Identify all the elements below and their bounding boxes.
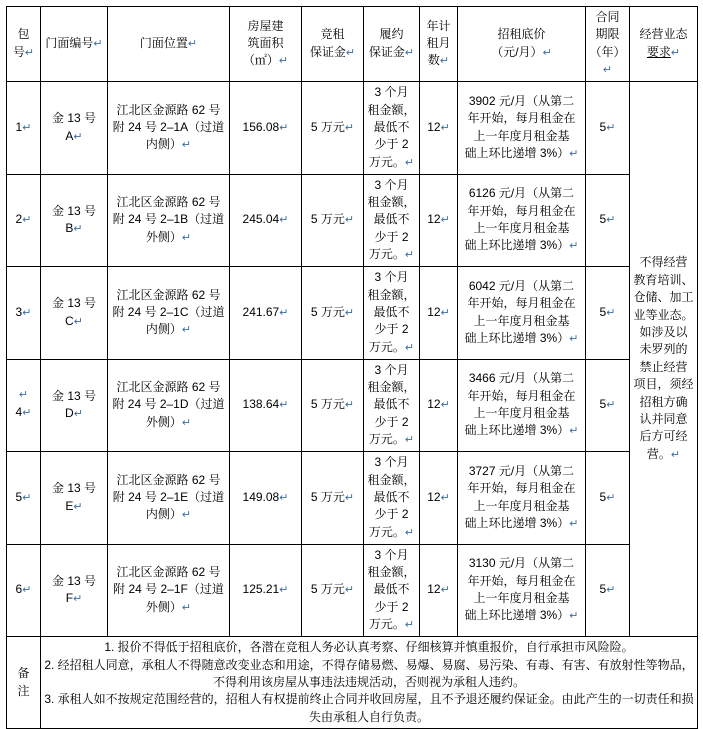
perf-deposit-line: 最低不 (373, 212, 410, 227)
cell-bid-deposit (302, 82, 364, 175)
paragraph-mark-icon: ↵ (404, 249, 415, 262)
price-line: 础上环比递增 3%） (464, 330, 570, 345)
header-line: 门面编号 (45, 36, 94, 51)
months-value: 12 (427, 489, 441, 504)
area-value: 138.64 (242, 397, 280, 412)
perf-deposit-line: 3 个月 (374, 270, 409, 285)
price-line: 年开始，每月租金在 (467, 481, 576, 496)
paragraph-mark-icon: ↵ (606, 306, 616, 319)
paragraph-mark-icon: ↵ (24, 46, 35, 59)
remark-label (7, 637, 41, 729)
paragraph-mark-icon: ↵ (439, 55, 450, 68)
perf-deposit-line: 万元。 (368, 432, 405, 447)
cell-perf-deposit (364, 544, 420, 637)
price-line: 年开始，每月租金在 (467, 388, 576, 403)
cell-menmian-bianhao (41, 267, 108, 360)
location-line: 附 24 号 2–1C（过道 (112, 304, 225, 319)
cell-menmian-bianhao (41, 82, 108, 175)
paragraph-mark-icon: ↵ (344, 584, 355, 597)
table-header (7, 7, 698, 82)
header-cell-bid-deposit (302, 7, 364, 82)
paragraph-mark-icon: ↵ (440, 399, 450, 412)
cell-perf-deposit (364, 82, 420, 175)
price-line: 6042 元/月（从第二 (468, 278, 575, 293)
perf-deposit-line: 最低不 (373, 119, 410, 134)
header-cell-menmian-weizhi (108, 7, 230, 82)
cell-bao-hao (7, 359, 41, 452)
paragraph-mark-icon: ↵ (542, 46, 552, 59)
paragraph-mark-icon: ↵ (181, 139, 192, 152)
paragraph-mark-icon: ↵ (602, 64, 613, 77)
paragraph-mark-icon: ↵ (404, 156, 415, 169)
term-value: 5 (599, 304, 607, 319)
header-line: 租月 (426, 36, 451, 51)
header-cell-bao-hao (7, 7, 41, 82)
paragraph-mark-icon: ↵ (569, 517, 579, 530)
perf-deposit-line: 租金额， (367, 287, 416, 302)
remark-content (41, 637, 698, 729)
business-line: 禁止经营 (639, 359, 688, 374)
row-number: 3 (15, 304, 23, 319)
perf-deposit-line: 万元。 (368, 339, 405, 354)
cell-price (458, 359, 586, 452)
unit-code: 金 13 号 C (51, 296, 97, 328)
cell-location (108, 359, 230, 452)
paragraph-mark-icon: ↵ (181, 416, 192, 429)
cell-location (108, 267, 230, 360)
cell-months (420, 452, 458, 545)
perf-deposit-line: 少于 2 (374, 414, 409, 429)
cell-location (108, 544, 230, 637)
header-cell-area (230, 7, 302, 82)
perf-deposit-line: 少于 2 (374, 507, 409, 522)
cell-area (230, 359, 302, 452)
header-line: 数 (427, 53, 440, 68)
remark-label-line: 注 (17, 683, 30, 698)
table-row (7, 452, 698, 545)
unit-code: 金 13 号 B (51, 203, 97, 236)
paragraph-mark-icon: ↵ (404, 434, 415, 447)
location-line: 江北区金源路 62 号 (116, 195, 221, 209)
row-number: 6 (15, 582, 23, 597)
paragraph-mark-icon: ↵ (670, 448, 681, 461)
cell-bid-deposit (302, 174, 364, 267)
cell-location (108, 82, 230, 175)
business-line: 仓储、加工 (633, 290, 694, 305)
perf-deposit-line: 万元。 (368, 617, 405, 632)
paragraph-mark-icon: ↵ (440, 491, 450, 504)
business-line: 未罗列的 (639, 342, 688, 357)
table-row (7, 174, 698, 267)
cell-months (420, 82, 458, 175)
price-line: 3902 元/月（从第二 (468, 93, 575, 108)
cell-area (230, 544, 302, 637)
cell-business-requirement (630, 82, 698, 637)
business-line: 业等业态。 (633, 307, 694, 322)
bid-deposit-value: 5 万元 (310, 489, 345, 504)
price-line: 3727 元/月（从第二 (468, 463, 575, 478)
remark-label-line: 备 (17, 666, 30, 681)
table-row (7, 544, 698, 637)
perf-deposit-line: 万元。 (368, 154, 405, 169)
perf-deposit-line: 少于 2 (374, 229, 409, 244)
price-line: 础上环比递增 3%） (464, 515, 570, 530)
bid-deposit-value: 5 万元 (310, 304, 345, 319)
header-cell-business-type (630, 7, 698, 82)
row-number: 4 (15, 405, 23, 420)
location-line: 附 24 号 2–1A（过道 (112, 119, 225, 134)
header-line: 包 (17, 27, 30, 42)
cell-contract-term (586, 174, 630, 267)
perf-deposit-line: 3 个月 (374, 85, 409, 100)
paragraph-mark-icon: ↵ (279, 121, 289, 134)
cell-bid-deposit (302, 359, 364, 452)
header-line: （年） (589, 44, 626, 59)
paragraph-mark-icon: ↵ (404, 341, 415, 354)
paragraph-mark-icon: ↵ (73, 315, 83, 328)
cell-area (230, 267, 302, 360)
unit-code: 金 13 号 F (51, 573, 97, 606)
header-cell-menmian-bianhao (41, 7, 108, 82)
location-line: 江北区金源路 62 号 (116, 287, 221, 302)
months-value: 12 (427, 304, 441, 319)
perf-deposit-line: 万元。 (368, 247, 405, 262)
row-number: 1 (15, 119, 23, 134)
cell-location (108, 174, 230, 267)
cell-price (458, 452, 586, 545)
business-line: 教育培训、 (633, 272, 694, 287)
cell-bao-hao (7, 267, 41, 360)
term-value: 5 (599, 119, 607, 134)
term-value: 5 (599, 489, 607, 504)
unit-code: 金 13 号 D (51, 388, 97, 421)
paragraph-mark-icon: ↵ (404, 46, 415, 59)
cell-bid-deposit (302, 267, 364, 360)
term-value: 5 (599, 397, 607, 412)
paragraph-mark-icon: ↵ (440, 306, 450, 319)
paragraph-mark-icon: ↵ (279, 306, 289, 319)
price-line: 3130 元/月（从第二 (468, 556, 575, 571)
business-line: 后方可经 (639, 429, 688, 444)
location-line: 附 24 号 2–1B（过道 (112, 212, 225, 227)
header-line: 履约 (379, 27, 404, 42)
perf-deposit-line: 最低不 (373, 397, 410, 412)
paragraph-mark-icon: ↵ (278, 55, 289, 68)
remark-row (7, 637, 698, 729)
area-value: 245.04 (242, 212, 280, 227)
perf-deposit-line: 3 个月 (374, 455, 409, 470)
business-line: 项目，须经 (633, 377, 694, 392)
cell-area (230, 82, 302, 175)
price-line: 年开始，每月租金在 (467, 296, 576, 311)
bid-deposit-value: 5 万元 (310, 119, 345, 134)
table-body (7, 82, 698, 729)
bid-deposit-value: 5 万元 (310, 212, 345, 227)
cell-bid-deposit (302, 452, 364, 545)
paragraph-mark-icon: ↵ (440, 214, 450, 227)
header-line: 合同 (595, 10, 620, 24)
cell-bao-hao (7, 174, 41, 267)
location-line: 外侧） (145, 599, 182, 614)
paragraph-mark-icon: ↵ (181, 601, 192, 614)
perf-deposit-line: 最低不 (373, 489, 410, 504)
perf-deposit-line: 少于 2 (374, 137, 409, 152)
header-line: 经营业态 (639, 27, 688, 42)
perf-deposit-line: 最低不 (373, 304, 410, 319)
cell-menmian-bianhao (41, 544, 108, 637)
area-value: 149.08 (242, 489, 280, 504)
paragraph-mark-icon: ↵ (344, 214, 355, 227)
paragraph-mark-icon: ↵ (569, 240, 579, 253)
paragraph-mark-icon: ↵ (569, 425, 579, 438)
price-line: 础上环比递增 3%） (464, 423, 570, 438)
header-cell-term (586, 7, 630, 82)
location-line: 江北区金源路 62 号 (116, 472, 221, 487)
lease-listing-table (6, 6, 698, 729)
table-row (7, 359, 698, 452)
remark-item: 2. 经招租人同意，承租人不得随意改变业态和用途，不得存储易燃、易爆、易腐、易污染、有毒、有害、有放射性等物品，不得利用该房屋从事违法违规活动，否则视为承租人违约。 (44, 657, 694, 689)
paragraph-mark-icon: ↵ (22, 214, 32, 227)
paragraph-mark-icon: ↵ (404, 619, 415, 632)
table-row (7, 82, 698, 175)
cell-price (458, 82, 586, 175)
location-line: 外侧） (145, 414, 182, 429)
header-line: 保证金 (368, 44, 405, 59)
months-value: 12 (427, 212, 441, 227)
price-line: 年开始，每月租金在 (467, 203, 576, 218)
paragraph-mark-icon: ↵ (569, 147, 579, 160)
price-line: 础上环比递增 3%） (464, 608, 570, 623)
header-line: 期限 (595, 27, 620, 42)
cell-months (420, 267, 458, 360)
business-line: 如涉及以 (639, 325, 688, 340)
paragraph-mark-icon: ↵ (22, 491, 32, 504)
cell-perf-deposit (364, 267, 420, 360)
cell-perf-deposit (364, 359, 420, 452)
perf-deposit-line: 租金额， (367, 565, 416, 579)
paragraph-mark-icon: ↵ (279, 491, 289, 504)
table-row (7, 267, 698, 360)
remark-item: 1. 报价不得低于招租底价，各潜在竞租人务必认真考察、仔细核算并慎重报价，自行承担市风险险。 (104, 640, 634, 655)
location-line: 附 24 号 2–1D（过道 (112, 397, 225, 412)
unit-code: 金 13 号 E (51, 481, 97, 513)
paragraph-mark-icon: ↵ (606, 214, 616, 227)
price-line: 础上环比递增 3%） (464, 145, 570, 160)
price-line: 上一年度月租金基 (473, 221, 570, 236)
header-line: 年计 (426, 18, 451, 33)
header-cell-months (420, 7, 458, 82)
price-line: 年开始，每月租金在 (467, 111, 576, 126)
perf-deposit-line: 租金额， (367, 380, 416, 394)
price-line: 上一年度月租金基 (473, 406, 570, 421)
header-line: 招租底价 (497, 27, 546, 42)
term-value: 5 (599, 212, 607, 227)
cell-bao-hao (7, 452, 41, 545)
business-line: 营。 (646, 446, 671, 461)
row-number: 2 (15, 212, 23, 227)
paragraph-mark-icon: ↵ (181, 231, 192, 244)
cell-contract-term (586, 82, 630, 175)
price-line: 上一年度月租金基 (473, 128, 570, 143)
paragraph-mark-icon: ↵ (606, 491, 616, 504)
cell-menmian-bianhao (41, 452, 108, 545)
price-line: 6126 元/月（从第二 (468, 186, 575, 201)
cell-area (230, 174, 302, 267)
paragraph-mark-icon: ↵ (569, 610, 579, 623)
cell-months (420, 359, 458, 452)
price-line: 年开始，每月租金在 (467, 573, 576, 588)
unit-code: 金 13 号 A (51, 111, 97, 143)
cell-area (230, 452, 302, 545)
paragraph-mark-icon: ↵ (18, 389, 29, 402)
area-value: 241.67 (242, 304, 280, 319)
header-line: 房屋建 (247, 18, 284, 33)
paragraph-mark-icon: ↵ (345, 46, 356, 59)
cell-months (420, 544, 458, 637)
area-value: 125.21 (242, 582, 280, 597)
price-line: 上一年度月租金基 (473, 313, 570, 328)
location-line: 附 24 号 2–1F（过道 (113, 582, 224, 597)
cell-location (108, 452, 230, 545)
row-number: 5 (15, 489, 23, 504)
perf-deposit-line: 3 个月 (374, 362, 409, 377)
business-line: 认并同意 (639, 412, 688, 426)
cell-contract-term (586, 544, 630, 637)
header-line: 要求 (646, 44, 671, 59)
term-value: 5 (599, 582, 607, 597)
location-line: 江北区金源路 62 号 (116, 380, 221, 394)
header-line: 号 (12, 44, 25, 59)
cell-bao-hao (7, 544, 41, 637)
perf-deposit-line: 万元。 (368, 524, 405, 539)
cell-contract-term (586, 452, 630, 545)
perf-deposit-line: 3 个月 (374, 177, 409, 192)
cell-price (458, 544, 586, 637)
location-line: 江北区金源路 62 号 (116, 102, 221, 117)
months-value: 12 (427, 119, 441, 134)
paragraph-mark-icon: ↵ (22, 121, 32, 134)
price-line: 础上环比递增 3%） (464, 238, 570, 253)
paragraph-mark-icon: ↵ (344, 491, 355, 504)
price-line: 上一年度月租金基 (473, 591, 570, 606)
cell-bid-deposit (302, 544, 364, 637)
paragraph-mark-icon: ↵ (606, 121, 616, 134)
paragraph-mark-icon: ↵ (344, 399, 355, 412)
header-line: （元/月） (491, 44, 543, 59)
cell-contract-term (586, 267, 630, 360)
paragraph-mark-icon: ↵ (344, 306, 355, 319)
months-value: 12 (427, 582, 441, 597)
cell-months (420, 174, 458, 267)
location-line: 内侧） (145, 322, 182, 337)
paragraph-mark-icon: ↵ (73, 408, 83, 421)
paragraph-mark-icon: ↵ (279, 584, 289, 597)
paragraph-mark-icon: ↵ (73, 223, 83, 236)
location-line: 内侧） (145, 137, 182, 152)
paragraph-mark-icon: ↵ (440, 121, 450, 134)
perf-deposit-line: 3 个月 (374, 547, 409, 562)
bid-deposit-value: 5 万元 (310, 582, 345, 597)
header-line: 门面位置 (139, 36, 188, 51)
paragraph-mark-icon: ↵ (93, 38, 103, 51)
cell-perf-deposit (364, 452, 420, 545)
paragraph-mark-icon: ↵ (22, 306, 32, 319)
header-cell-perf-deposit (364, 7, 420, 82)
business-line: 不得经营 (639, 255, 688, 270)
business-line: 招租方确 (639, 394, 688, 409)
area-value: 156.08 (242, 119, 280, 134)
perf-deposit-line: 租金额， (367, 195, 416, 209)
paragraph-mark-icon: ↵ (279, 214, 289, 227)
paragraph-mark-icon: ↵ (73, 130, 83, 143)
cell-perf-deposit (364, 174, 420, 267)
cell-menmian-bianhao (41, 359, 108, 452)
header-line: 保证金 (309, 44, 346, 59)
location-line: 外侧） (145, 229, 182, 244)
paragraph-mark-icon: ↵ (181, 324, 192, 337)
price-line: 上一年度月租金基 (473, 498, 570, 513)
location-line: 内侧） (145, 507, 182, 522)
bid-deposit-value: 5 万元 (310, 397, 345, 412)
perf-deposit-line: 最低不 (373, 582, 410, 597)
paragraph-mark-icon: ↵ (670, 46, 681, 59)
perf-deposit-line: 租金额， (367, 472, 416, 487)
paragraph-mark-icon: ↵ (606, 584, 616, 597)
perf-deposit-line: 租金额， (367, 102, 416, 117)
header-row (7, 7, 698, 82)
cell-price (458, 174, 586, 267)
paragraph-mark-icon: ↵ (440, 584, 450, 597)
paragraph-mark-icon: ↵ (404, 526, 415, 539)
perf-deposit-line: 少于 2 (374, 599, 409, 614)
location-line: 江北区金源路 62 号 (116, 565, 221, 579)
paragraph-mark-icon: ↵ (22, 407, 32, 420)
cell-menmian-bianhao (41, 174, 108, 267)
paragraph-mark-icon: ↵ (569, 332, 579, 345)
paragraph-mark-icon: ↵ (344, 121, 355, 134)
header-cell-price (458, 7, 586, 82)
paragraph-mark-icon: ↵ (73, 500, 83, 513)
cell-price (458, 267, 586, 360)
price-line: 3466 元/月（从第二 (468, 371, 575, 386)
paragraph-mark-icon: ↵ (73, 593, 83, 606)
cell-contract-term (586, 359, 630, 452)
cell-bao-hao (7, 82, 41, 175)
paragraph-mark-icon: ↵ (22, 584, 32, 597)
paragraph-mark-icon: ↵ (181, 509, 192, 522)
paragraph-mark-icon: ↵ (187, 38, 198, 51)
location-line: 附 24 号 2–1E（过道 (112, 489, 225, 504)
paragraph-mark-icon: ↵ (606, 399, 616, 412)
header-line: 竞租 (320, 27, 345, 42)
months-value: 12 (427, 397, 441, 412)
perf-deposit-line: 少于 2 (374, 322, 409, 337)
remark-item: 3. 承租人如不按规定范围经营的，招租人有权提前终止合同并收回房屋，且不予退还履约保证金。由此产生的一切责任和损失由承租人自行负责。 (44, 692, 694, 724)
header-line: 筑面积（㎡） (242, 36, 284, 68)
paragraph-mark-icon: ↵ (279, 399, 289, 412)
